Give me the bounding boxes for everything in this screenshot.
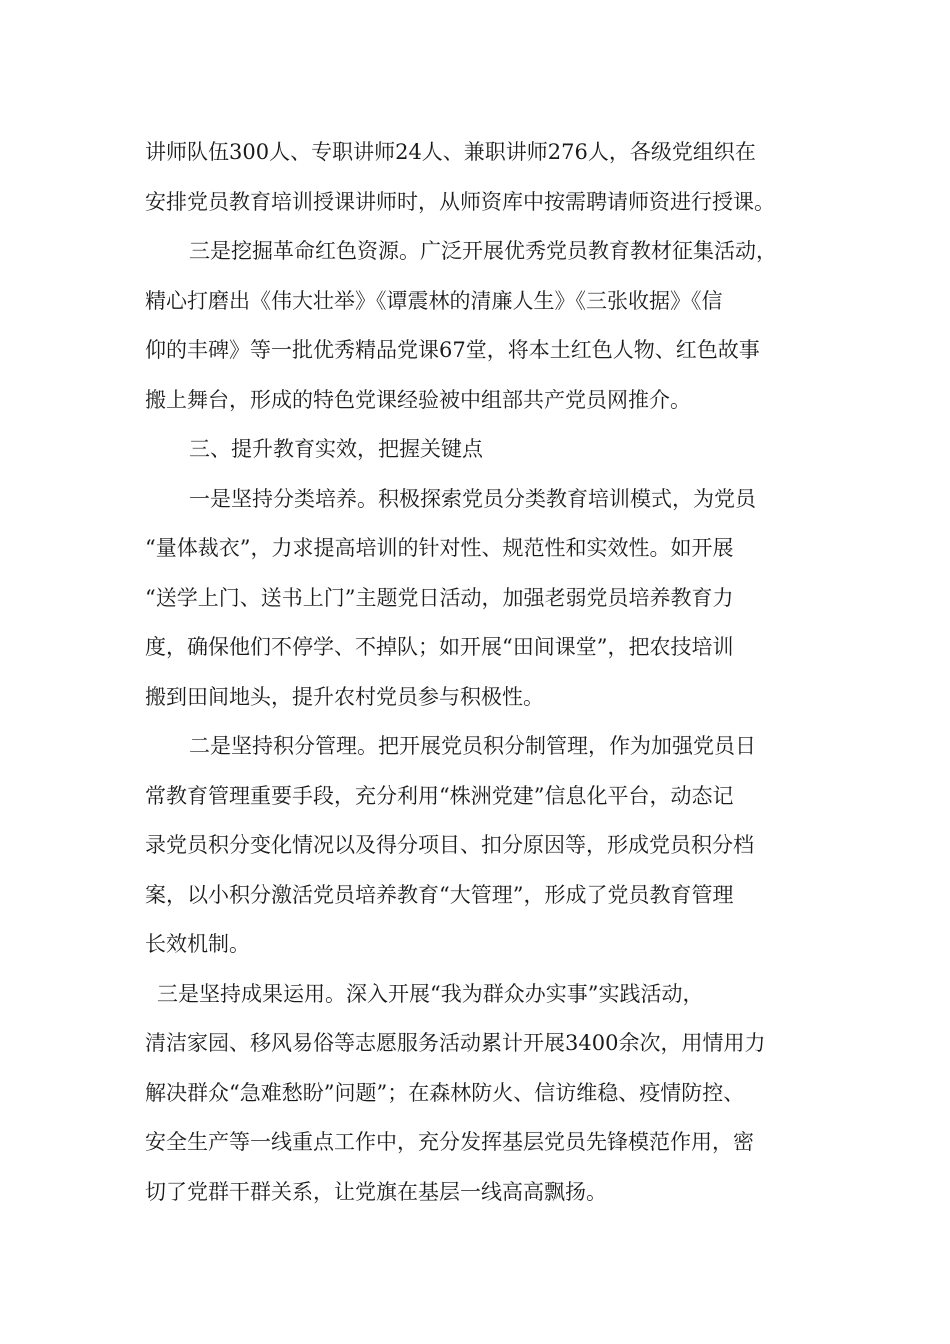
text-line: “送学上门、送书上门”主题党日活动，加强老弱党员培养教育力	[145, 585, 734, 610]
document-body	[145, 128, 817, 1217]
text-line: 度，确保他们不停学、不掉队；如开展“田间课堂”，把农技培训	[145, 635, 734, 659]
paragraph-first-line: 一是坚持分类培养。积极探索党员分类教育培训模式，为党员	[189, 486, 756, 511]
text-line: “量体裁衣”，力求提高培训的针对性、规范性和实效性。如开展	[145, 536, 734, 560]
text-line: 仰的丰碑》等一批优秀精品党课67堂，将本土红色人物、红色故事	[145, 338, 760, 362]
text-line: 解决群众“急难愁盼”问题”；在森林防火、信访维稳、疫情防控、	[145, 1080, 745, 1105]
text-line: 精心打磨出《伟大壮举》《谭震林的清廉人生》《三张收据》《信	[145, 288, 723, 313]
paragraph-first-line: 二是坚持积分管理。把开展党员积分制管理，作为加强党员日	[189, 734, 756, 758]
paragraph-first-line: 三是坚持成果运用。深入开展“我为群众办实事”实践活动，	[157, 981, 704, 1006]
text-line: 安全生产等一线重点工作中，充分发挥基层党员先锋模范作用，密	[145, 1130, 754, 1154]
text-line: 搬上舞台，形成的特色党课经验被中组部共产党员网推介。	[145, 387, 691, 412]
section-heading: 三、提升教育实效，把握关键点	[189, 437, 483, 461]
text-line: 切了党群干群关系，让党旗在基层一线高高飘扬。	[145, 1179, 607, 1204]
paragraph-first-line: 三是挖掘革命红色资源。广泛开展优秀党员教育教材征集活动，	[189, 239, 777, 263]
text-line: 搬到田间地头，提升农村党员参与积极性。	[145, 684, 544, 709]
text-line: 案，以小积分激活党员培养教育“大管理”，形成了党员教育管理	[145, 882, 734, 907]
text-line: 常教育管理重要手段，充分利用“株洲党建”信息化平台，动态记	[145, 783, 734, 808]
text-line: 安排党员教育培训授课讲师时，从师资库中按需聘请师资进行授课。	[145, 189, 775, 214]
text-line: 录党员积分变化情况以及得分项目、扣分原因等，形成党员积分档	[145, 833, 754, 857]
text-line: 清洁家园、移风易俗等志愿服务活动累计开展3400余次，用情用力	[145, 1031, 766, 1055]
text-line: 讲师队伍300人、专职讲师24人、兼职讲师276人，各级党组织在	[145, 140, 756, 164]
text-line: 长效机制。	[145, 932, 250, 956]
